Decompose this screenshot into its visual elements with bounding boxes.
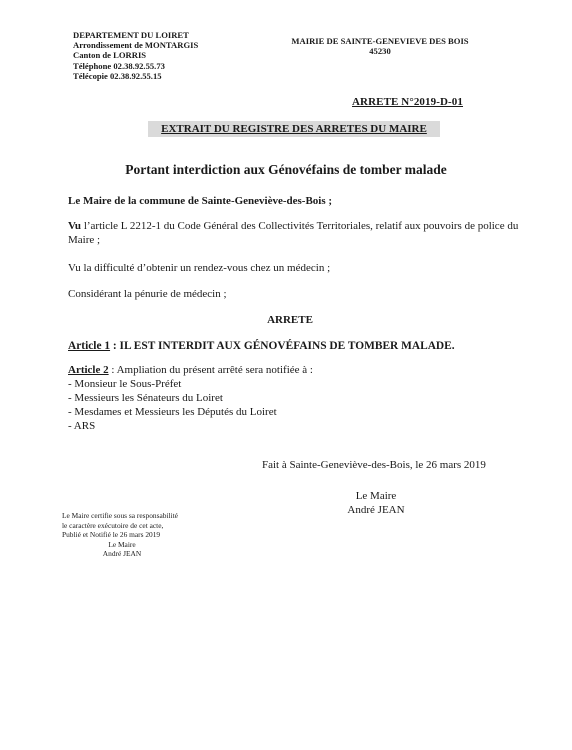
- mairie-postcode: 45230: [369, 46, 391, 57]
- document-title: Portant interdiction aux Génovéfains de tomber malade: [125, 162, 447, 177]
- mairie-name: MAIRIE DE SAINTE-GENEVIEVE DES BOIS: [291, 36, 469, 46]
- article-2-label: Article 2: [68, 364, 109, 376]
- certification-line-3: Publié et Notifié le 26 mars 2019: [62, 530, 161, 540]
- mayor-line: Le Maire de la commune de Sainte-Geneviève-des-Bois ;: [68, 195, 333, 207]
- article-1-text: : IL EST INTERDIT AUX GÉNOVÉFAINS DE TOMBER MALADE.: [110, 340, 455, 352]
- letterhead-left: [73, 30, 198, 81]
- arrondissement: Arrondissement de MONTARGIS: [73, 40, 199, 51]
- vu-article-text: l’article L 2212-1 du Code Général des Collectivités Territoriales, relatif aux pouvoirs de police du Maire ;: [68, 220, 519, 246]
- signature-role: Le Maire: [355, 490, 397, 502]
- decree-reference: ARRETE N°2019-D-01: [352, 96, 464, 108]
- letterhead-right: [280, 36, 480, 56]
- certification-note: [62, 511, 222, 559]
- article-1: [68, 339, 538, 353]
- certification-line-2: le caractère exécutoire de cet acte,: [62, 520, 164, 530]
- certification-name: André JEAN: [102, 549, 142, 559]
- recipient-item: - Mesdames et Messieurs les Députés du Loiret: [68, 406, 277, 418]
- recipient-list: [68, 377, 538, 433]
- department-name: DEPARTEMENT DU LOIRET: [73, 30, 189, 40]
- canton: Canton de LORRIS: [73, 50, 147, 61]
- phone-number: Téléphone 02.38.92.55.73: [73, 60, 165, 71]
- recipient-item: - ARS: [68, 420, 96, 432]
- fax-number: Télécopie 02.38.92.55.15: [73, 70, 162, 81]
- recipient-item: - Monsieur le Sous-Préfet: [68, 378, 182, 390]
- arrete-heading: ARRETE: [267, 314, 313, 326]
- article-1-label: Article 1: [68, 340, 111, 352]
- article-2-text: : Ampliation du présent arrêté sera notifiée à :: [108, 364, 313, 376]
- signature-block: [320, 489, 432, 517]
- article-2: [68, 363, 538, 433]
- vu-label: Vu: [68, 220, 82, 232]
- signature-name: André JEAN: [347, 504, 405, 516]
- recipient-item: - Messieurs les Sénateurs du Loiret: [68, 392, 223, 404]
- extract-banner: EXTRAIT DU REGISTRE DES ARRETES DU MAIRE: [148, 121, 440, 137]
- certification-line-1: Le Maire certifie sous sa responsabilité: [62, 511, 178, 520]
- done-at-line: Fait à Sainte-Geneviève-des-Bois, le 26 mars 2019: [262, 459, 486, 471]
- vu-article-paragraph: [68, 219, 538, 247]
- considerant-paragraph: Considérant la pénurie de médecin ;: [68, 288, 227, 300]
- vu-difficulty-paragraph: Vu la difficulté d’obtenir un rendez-vous chez un médecin ;: [68, 262, 331, 274]
- certification-role: Le Maire: [108, 539, 136, 549]
